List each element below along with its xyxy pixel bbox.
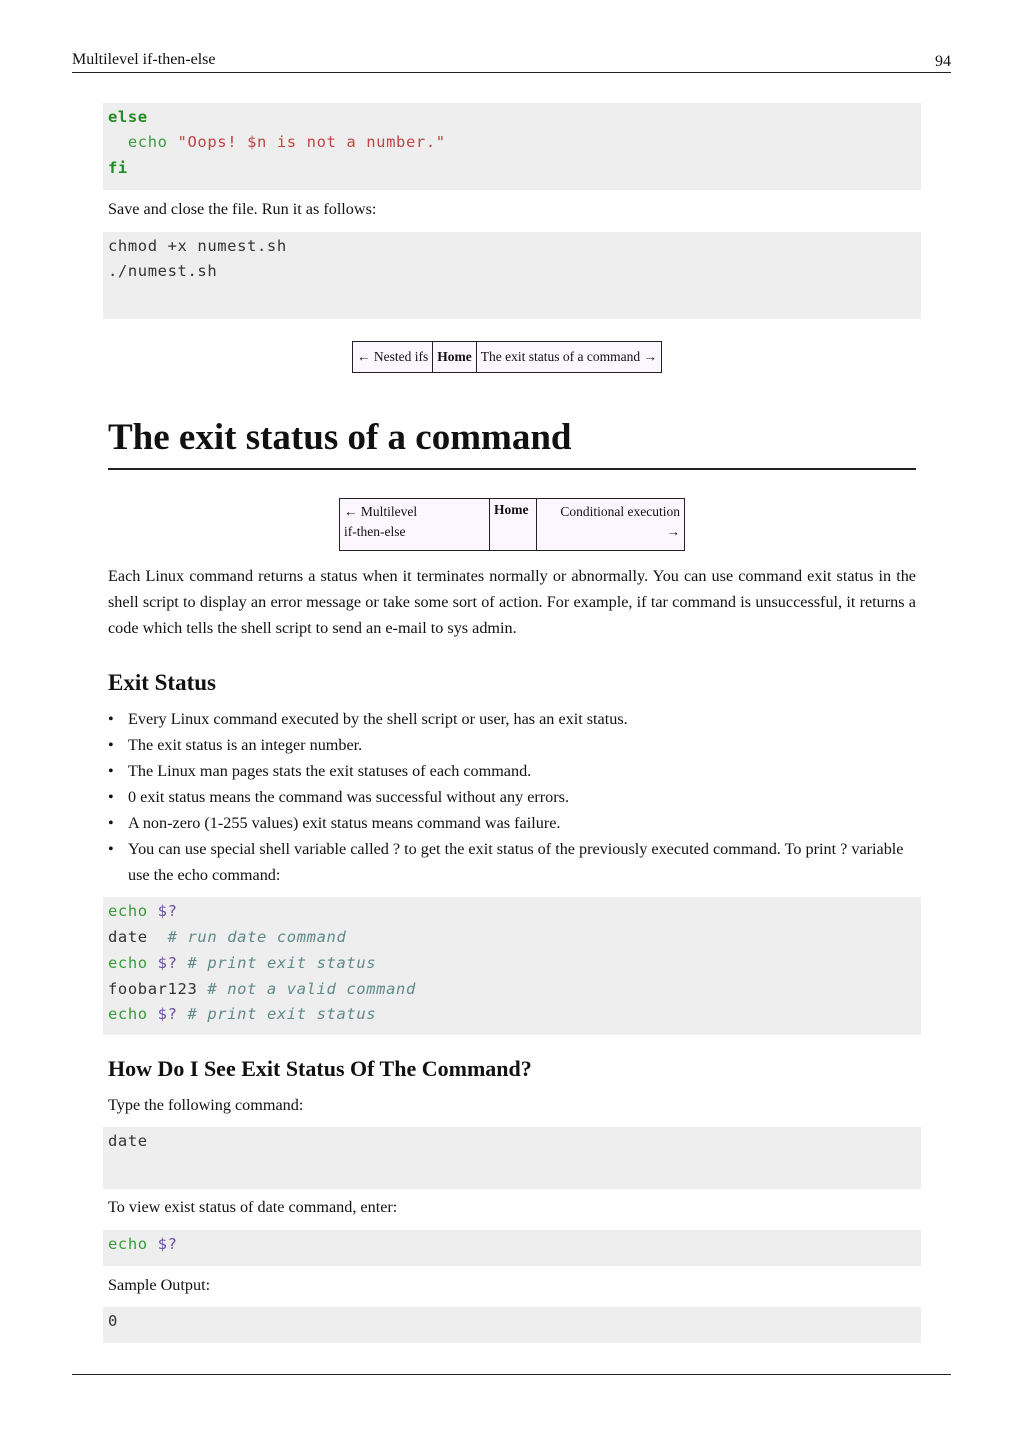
intro-paragraph: Each Linux command returns a status when it terminates normally or abnormally. You can use command exit status in the shell script to display an error message or take some sort of action. For example, if tar command is unsuccessful, it returns a code which tells the shell script to send an e-mail to sys admin. bbox=[108, 567, 916, 637]
nav-box-multilevel bbox=[352, 341, 662, 373]
view-instruction: To view exist status of date command, enter: bbox=[108, 1198, 398, 1216]
code-block-sample-output bbox=[103, 1307, 921, 1343]
code-echo: echo bbox=[127, 133, 168, 151]
code-line-chmod: chmod +x numest.sh bbox=[108, 237, 287, 255]
code-block-exit-status bbox=[103, 897, 921, 1035]
code-variable: $? bbox=[157, 954, 178, 972]
code-line-date: date bbox=[108, 1132, 148, 1150]
nav-prev-line2: if-then-else bbox=[344, 524, 406, 539]
code-echo: echo bbox=[108, 1235, 148, 1253]
chapter-title-text: The exit status of a command bbox=[108, 417, 572, 458]
running-title: Multilevel if-then-else bbox=[72, 51, 216, 68]
type-instruction: Type the following command: bbox=[108, 1096, 304, 1114]
nav-next-line1: Conditional execution bbox=[560, 504, 680, 519]
code-comment: # print exit status bbox=[187, 1005, 377, 1023]
code-line-run: ./numest.sh bbox=[108, 262, 218, 280]
code-block-echo bbox=[103, 1230, 921, 1266]
code-comment: # run date command bbox=[167, 928, 347, 946]
chapter-title bbox=[108, 410, 916, 470]
code-date: date bbox=[108, 928, 148, 946]
code-variable: $? bbox=[157, 1235, 178, 1253]
page-number: 94 bbox=[935, 53, 951, 70]
code-variable: $? bbox=[157, 1005, 178, 1023]
nav-next-link[interactable]: The exit status of a command → bbox=[476, 342, 661, 373]
bullet-item: • 0 exit status means the command was successful without any errors. bbox=[108, 784, 916, 810]
section-heading-exit-status: Exit Status bbox=[108, 670, 216, 695]
nav-home-link[interactable]: Home bbox=[433, 342, 477, 373]
code-comment: # not a valid command bbox=[207, 980, 416, 998]
nav-home-link[interactable]: Home bbox=[490, 499, 537, 551]
code-echo: echo bbox=[108, 902, 148, 920]
sample-output-label: Sample Output: bbox=[108, 1276, 211, 1294]
code-echo: echo bbox=[108, 954, 148, 972]
footer-rule bbox=[72, 1374, 951, 1375]
bullet-item: • The Linux man pages stats the exit statuses of each command. bbox=[108, 758, 916, 784]
running-header bbox=[72, 50, 951, 73]
code-string: "Oops! $n is not a number." bbox=[177, 133, 446, 151]
code-comment: # print exit status bbox=[187, 954, 377, 972]
nav-prev-line1: ← Multilevel bbox=[344, 504, 418, 519]
code-keyword-else: else bbox=[108, 108, 148, 126]
bullet-item: • Every Linux command executed by the shell script or user, has an exit status. bbox=[108, 706, 916, 732]
code-block-run bbox=[103, 232, 921, 319]
nav-box-exit-status bbox=[339, 498, 685, 551]
code-variable: $? bbox=[157, 902, 178, 920]
section-heading-how-see: How Do I See Exit Status Of The Command? bbox=[108, 1056, 532, 1081]
code-line-output: 0 bbox=[108, 1312, 118, 1330]
bullet-item: • A non-zero (1-255 values) exit status means command was failure. bbox=[108, 810, 916, 836]
nav-next-cell[interactable] bbox=[537, 499, 685, 551]
nav-prev-cell[interactable] bbox=[340, 499, 490, 551]
code-foobar: foobar123 bbox=[108, 980, 198, 998]
code-echo: echo bbox=[108, 1005, 148, 1023]
bullet-item: • You can use special shell variable called ? to get the exit status of the previously executed command. To print ? variable use the echo command: bbox=[108, 836, 916, 888]
nav-next-line2: → bbox=[666, 524, 680, 539]
nav-prev-link[interactable]: ← Nested ifs bbox=[353, 342, 433, 373]
exit-status-bullet-list bbox=[108, 706, 916, 888]
save-instruction: Save and close the file. Run it as follows: bbox=[108, 200, 377, 218]
code-block-if-else bbox=[103, 103, 921, 190]
code-block-date bbox=[103, 1127, 921, 1189]
bullet-item: • The exit status is an integer number. bbox=[108, 732, 916, 758]
code-keyword-fi: fi bbox=[108, 159, 128, 177]
